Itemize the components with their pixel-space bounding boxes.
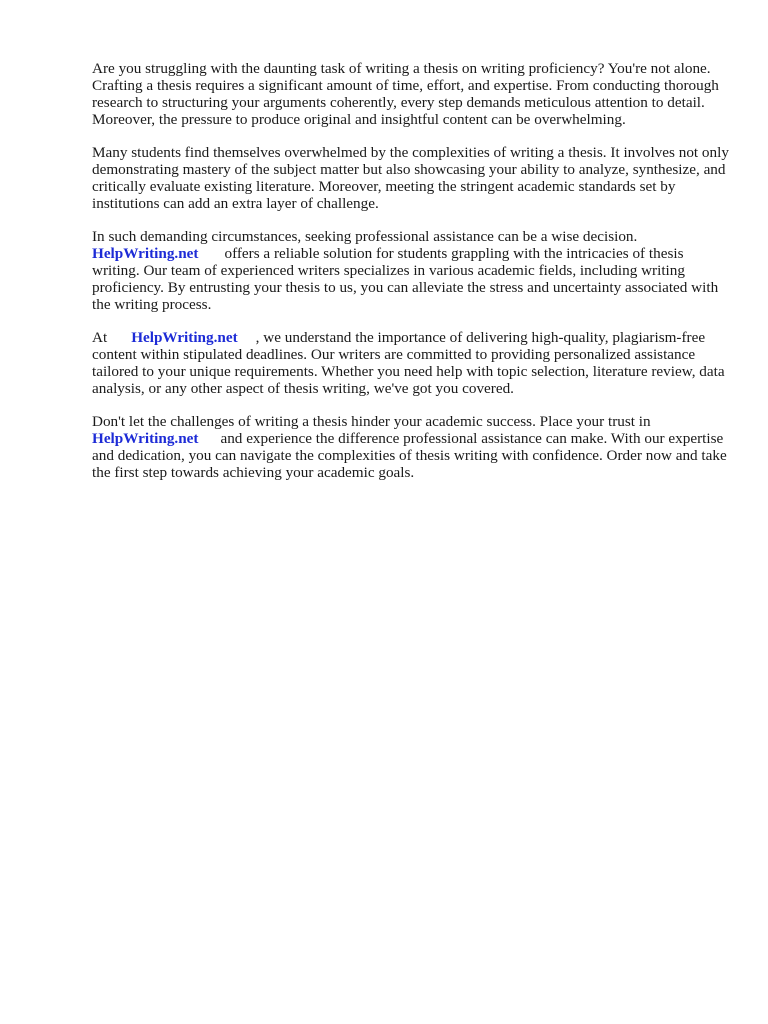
- helpwriting-link[interactable]: HelpWriting.net: [92, 245, 199, 262]
- paragraph-text-after: offers a reliable solution for students grappling with the intricacies of thesis writing. Our team of experienced writers specializes in various academic fields, including writing proficiency. By entrusting your thesis to us, you can alleviate the stress and uncertainty associated with the writing process.: [92, 245, 719, 313]
- helpwriting-link[interactable]: HelpWriting.net: [92, 430, 199, 447]
- paragraph-text-before: At: [92, 329, 108, 346]
- document-page: [92, 60, 732, 497]
- paragraph-assistance: [92, 228, 732, 313]
- paragraph-text-before: Don't let the challenges of writing a thesis hinder your academic success. Place your trust in: [92, 413, 651, 430]
- paragraph-text-after: and experience the difference professional assistance can make. With our expertise and dedication, you can navigate the complexities of thesis writing with confidence. Order now and take the first step towards achieving your academic goals.: [92, 430, 727, 481]
- paragraph-closing: [92, 413, 732, 481]
- paragraph-text-after: , we understand the importance of delivering high-quality, plagiarism-free content within stipulated deadlines. Our writers are committed to providing personalized assistance tailored to your unique requirements. Whether you need help with topic selection, literature review, data analysis, or any other aspect of thesis writing, we've got you covered.: [92, 329, 725, 397]
- paragraph-intro: [92, 60, 732, 128]
- paragraph-quality: [92, 329, 732, 397]
- helpwriting-link[interactable]: HelpWriting.net: [131, 329, 238, 346]
- paragraph-text: Are you struggling with the daunting task of writing a thesis on writing proficiency? You're not alone. Crafting a thesis requires a significant amount of time, effort, and expertise. From conducting thorough research to structuring your arguments coherently, every step demands meticulous attention to detail. Moreover, the pressure to produce original and insightful content can be overwhelming.: [92, 60, 719, 128]
- paragraph-complexities: [92, 144, 732, 212]
- paragraph-text-before: In such demanding circumstances, seeking professional assistance can be a wise decision.: [92, 228, 638, 245]
- paragraph-text: Many students find themselves overwhelmed by the complexities of writing a thesis. It involves not only demonstrating mastery of the subject matter but also showcasing your ability to analyze, synthesize, and critically evaluate existing literature. Moreover, meeting the stringent academic standards set by institutions can add an extra layer of challenge.: [92, 144, 729, 212]
